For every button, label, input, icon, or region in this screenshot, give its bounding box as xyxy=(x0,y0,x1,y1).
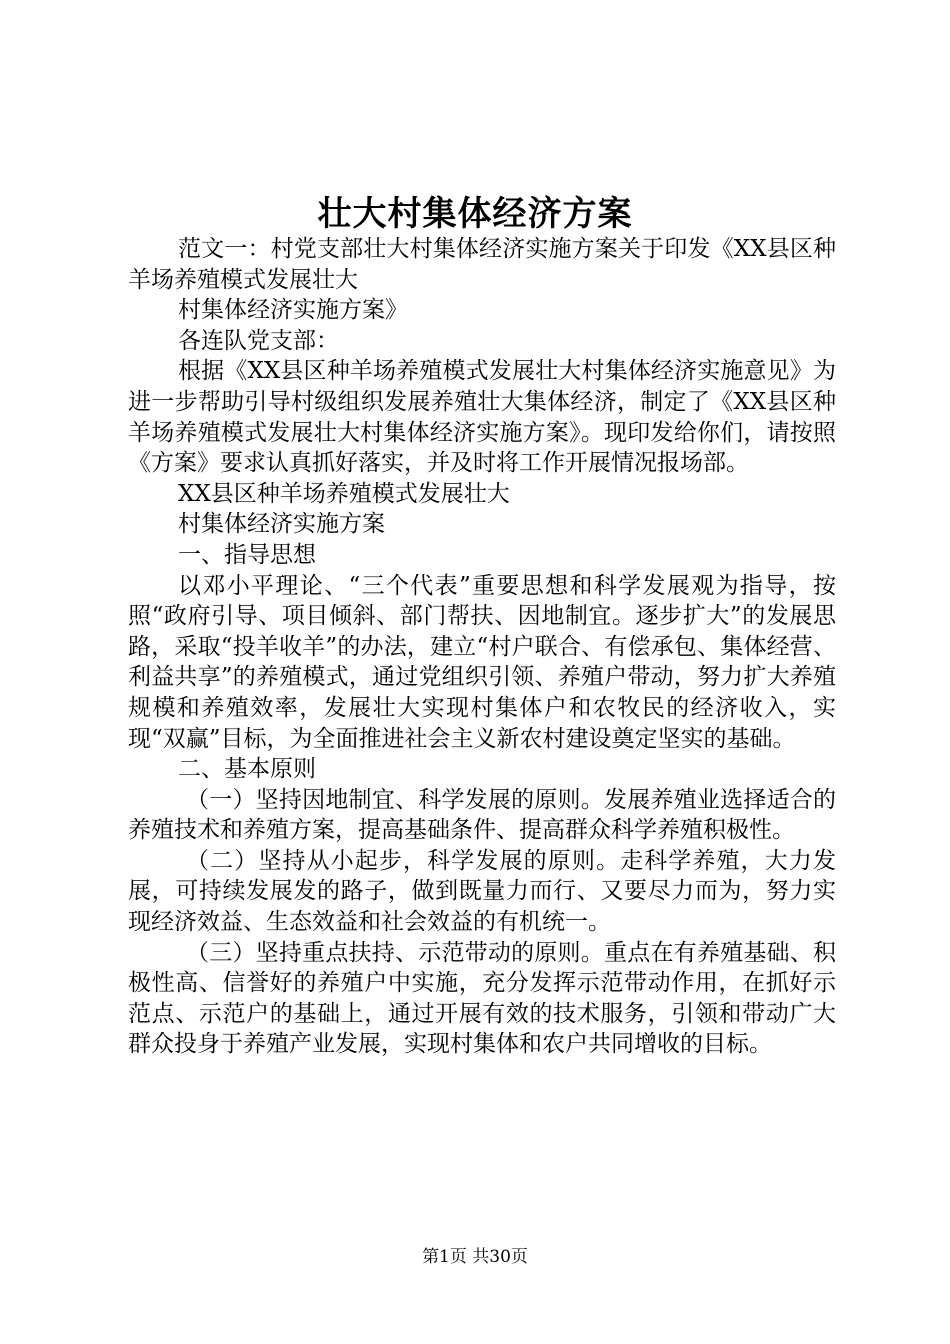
document-body xyxy=(128,234,836,1060)
section-heading-guiding-ideology: 一、指导思想 xyxy=(178,541,316,568)
document-title: 壮大村集体经济方案 xyxy=(317,194,633,234)
paragraph-intro: 范文一：村党支部壮大村集体经济实施方案关于印发《XX县区种羊场养殖模式发展壮大 xyxy=(128,236,836,293)
paragraph-notice: 根据《XX县区种羊场养殖模式发展壮大村集体经济实施意见》为进一步帮助引导村级组织发展养殖壮大集体经济，制定了《XX县区种羊场养殖模式发展壮大村集体经济实施方案》。现印发给你们，请按照《方案》要求认真抓好落实，并及时将工作开展情况报场部。 xyxy=(128,358,836,477)
section-heading-basic-principles: 二、基本原则 xyxy=(178,756,316,783)
paragraph-principle-1: （一）坚持因地制宜、科学发展的原则。发展养殖业选择适合的养殖技术和养殖方案，提高基础条件、提高群众科学养殖积极性。 xyxy=(128,786,836,844)
paragraph-salutation: 各连队党支部： xyxy=(178,327,339,354)
paragraph-plan-title-line2: 村集体经济实施方案 xyxy=(178,511,385,538)
paragraph-intro-continued: 村集体经济实施方案》 xyxy=(178,297,408,324)
paragraph-principle-2: （二）坚持从小起步，科学发展的原则。走科学养殖，大力发展，可持续发展发的路子，做到既量力而行、又要尽力而为，努力实现经济效益、生态效益和社会效益的有机统一。 xyxy=(128,847,836,936)
page-footer: 第1页 共30页 xyxy=(422,1247,528,1267)
paragraph-guiding-ideology: 以邓小平理论、“三个代表”重要思想和科学发展观为指导，按照“政府引导、项目倾斜、部门帮扶、因地制宜。逐步扩大”的发展思路，采取“投羊收羊”的办法，建立“村户联合、有偿承包、集体经营、利益共享”的养殖模式，通过党组织引领、养殖户带动，努力扩大养殖规模和养殖效率，发展壮大实现村集体户和农牧民的经济收入，实现“双赢”目标，为全面推进社会主义新农村建设奠定坚实的基础。 xyxy=(128,572,836,752)
paragraph-plan-title-line1: XX县区种羊场养殖模式发展壮大 xyxy=(178,480,510,507)
paragraph-principle-3: （三）坚持重点扶持、示范带动的原则。重点在有养殖基础、积极性高、信誉好的养殖户中实施，充分发挥示范带动作用，在抓好示范点、示范户的基础上，通过开展有效的技术服务，引领和带动广大群众投身于养殖产业发展，实现村集体和农户共同增收的目标。 xyxy=(128,939,836,1058)
